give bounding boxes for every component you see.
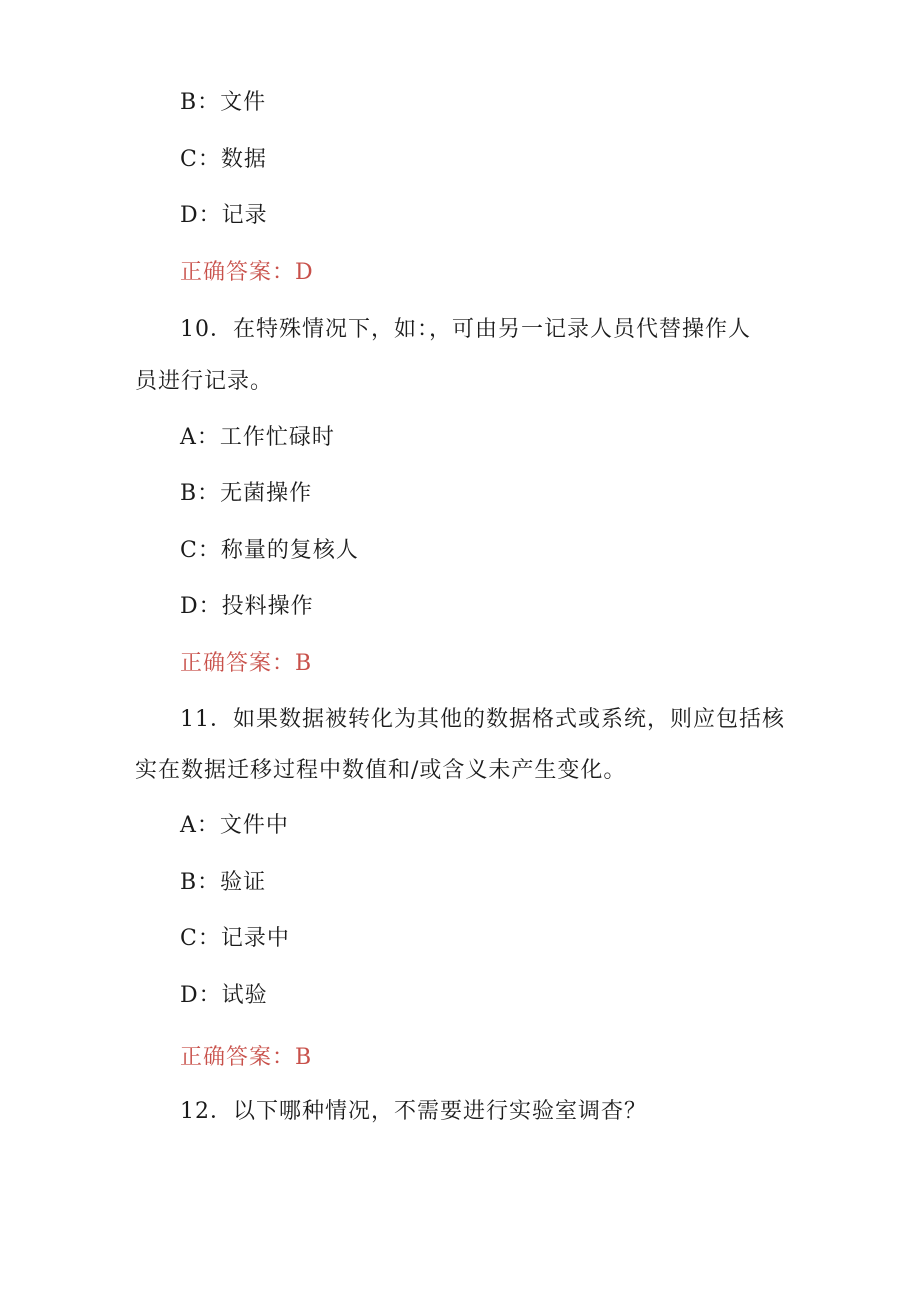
option-b: B：文件 (180, 90, 267, 115)
question-11-text-cont: 实在数据迁移过程中数值和/或含义未产生变化。 (135, 758, 627, 783)
option-c: C：数据 (180, 147, 267, 172)
correct-answer: 正确答案：B (180, 1045, 313, 1070)
question-10-text: 10．在特殊情况下，如：，可由另一记录人员代替操作人 (180, 317, 751, 342)
question-10-text-cont: 员进行记录。 (135, 369, 274, 394)
question-11-text: 11．如果数据被转化为其他的数据格式或系统，则应包括核 (180, 707, 785, 732)
option-c: C：称量的复核人 (180, 538, 359, 563)
option-d: D：试验 (180, 983, 268, 1008)
option-d: D：投料操作 (180, 594, 314, 619)
option-a: A：文件中 (180, 813, 289, 838)
option-a: A：工作忙碌时 (180, 425, 335, 450)
correct-answer: 正确答案：D (180, 260, 314, 285)
correct-answer: 正确答案：B (180, 651, 313, 676)
option-b: B：验证 (180, 870, 267, 895)
option-c: C：记录中 (180, 926, 290, 951)
option-d: D：记录 (180, 203, 268, 228)
option-b: B：无菌操作 (180, 481, 313, 506)
question-12-text: 12．以下哪种情况，不需要进行实验室调杳？ (180, 1099, 647, 1124)
